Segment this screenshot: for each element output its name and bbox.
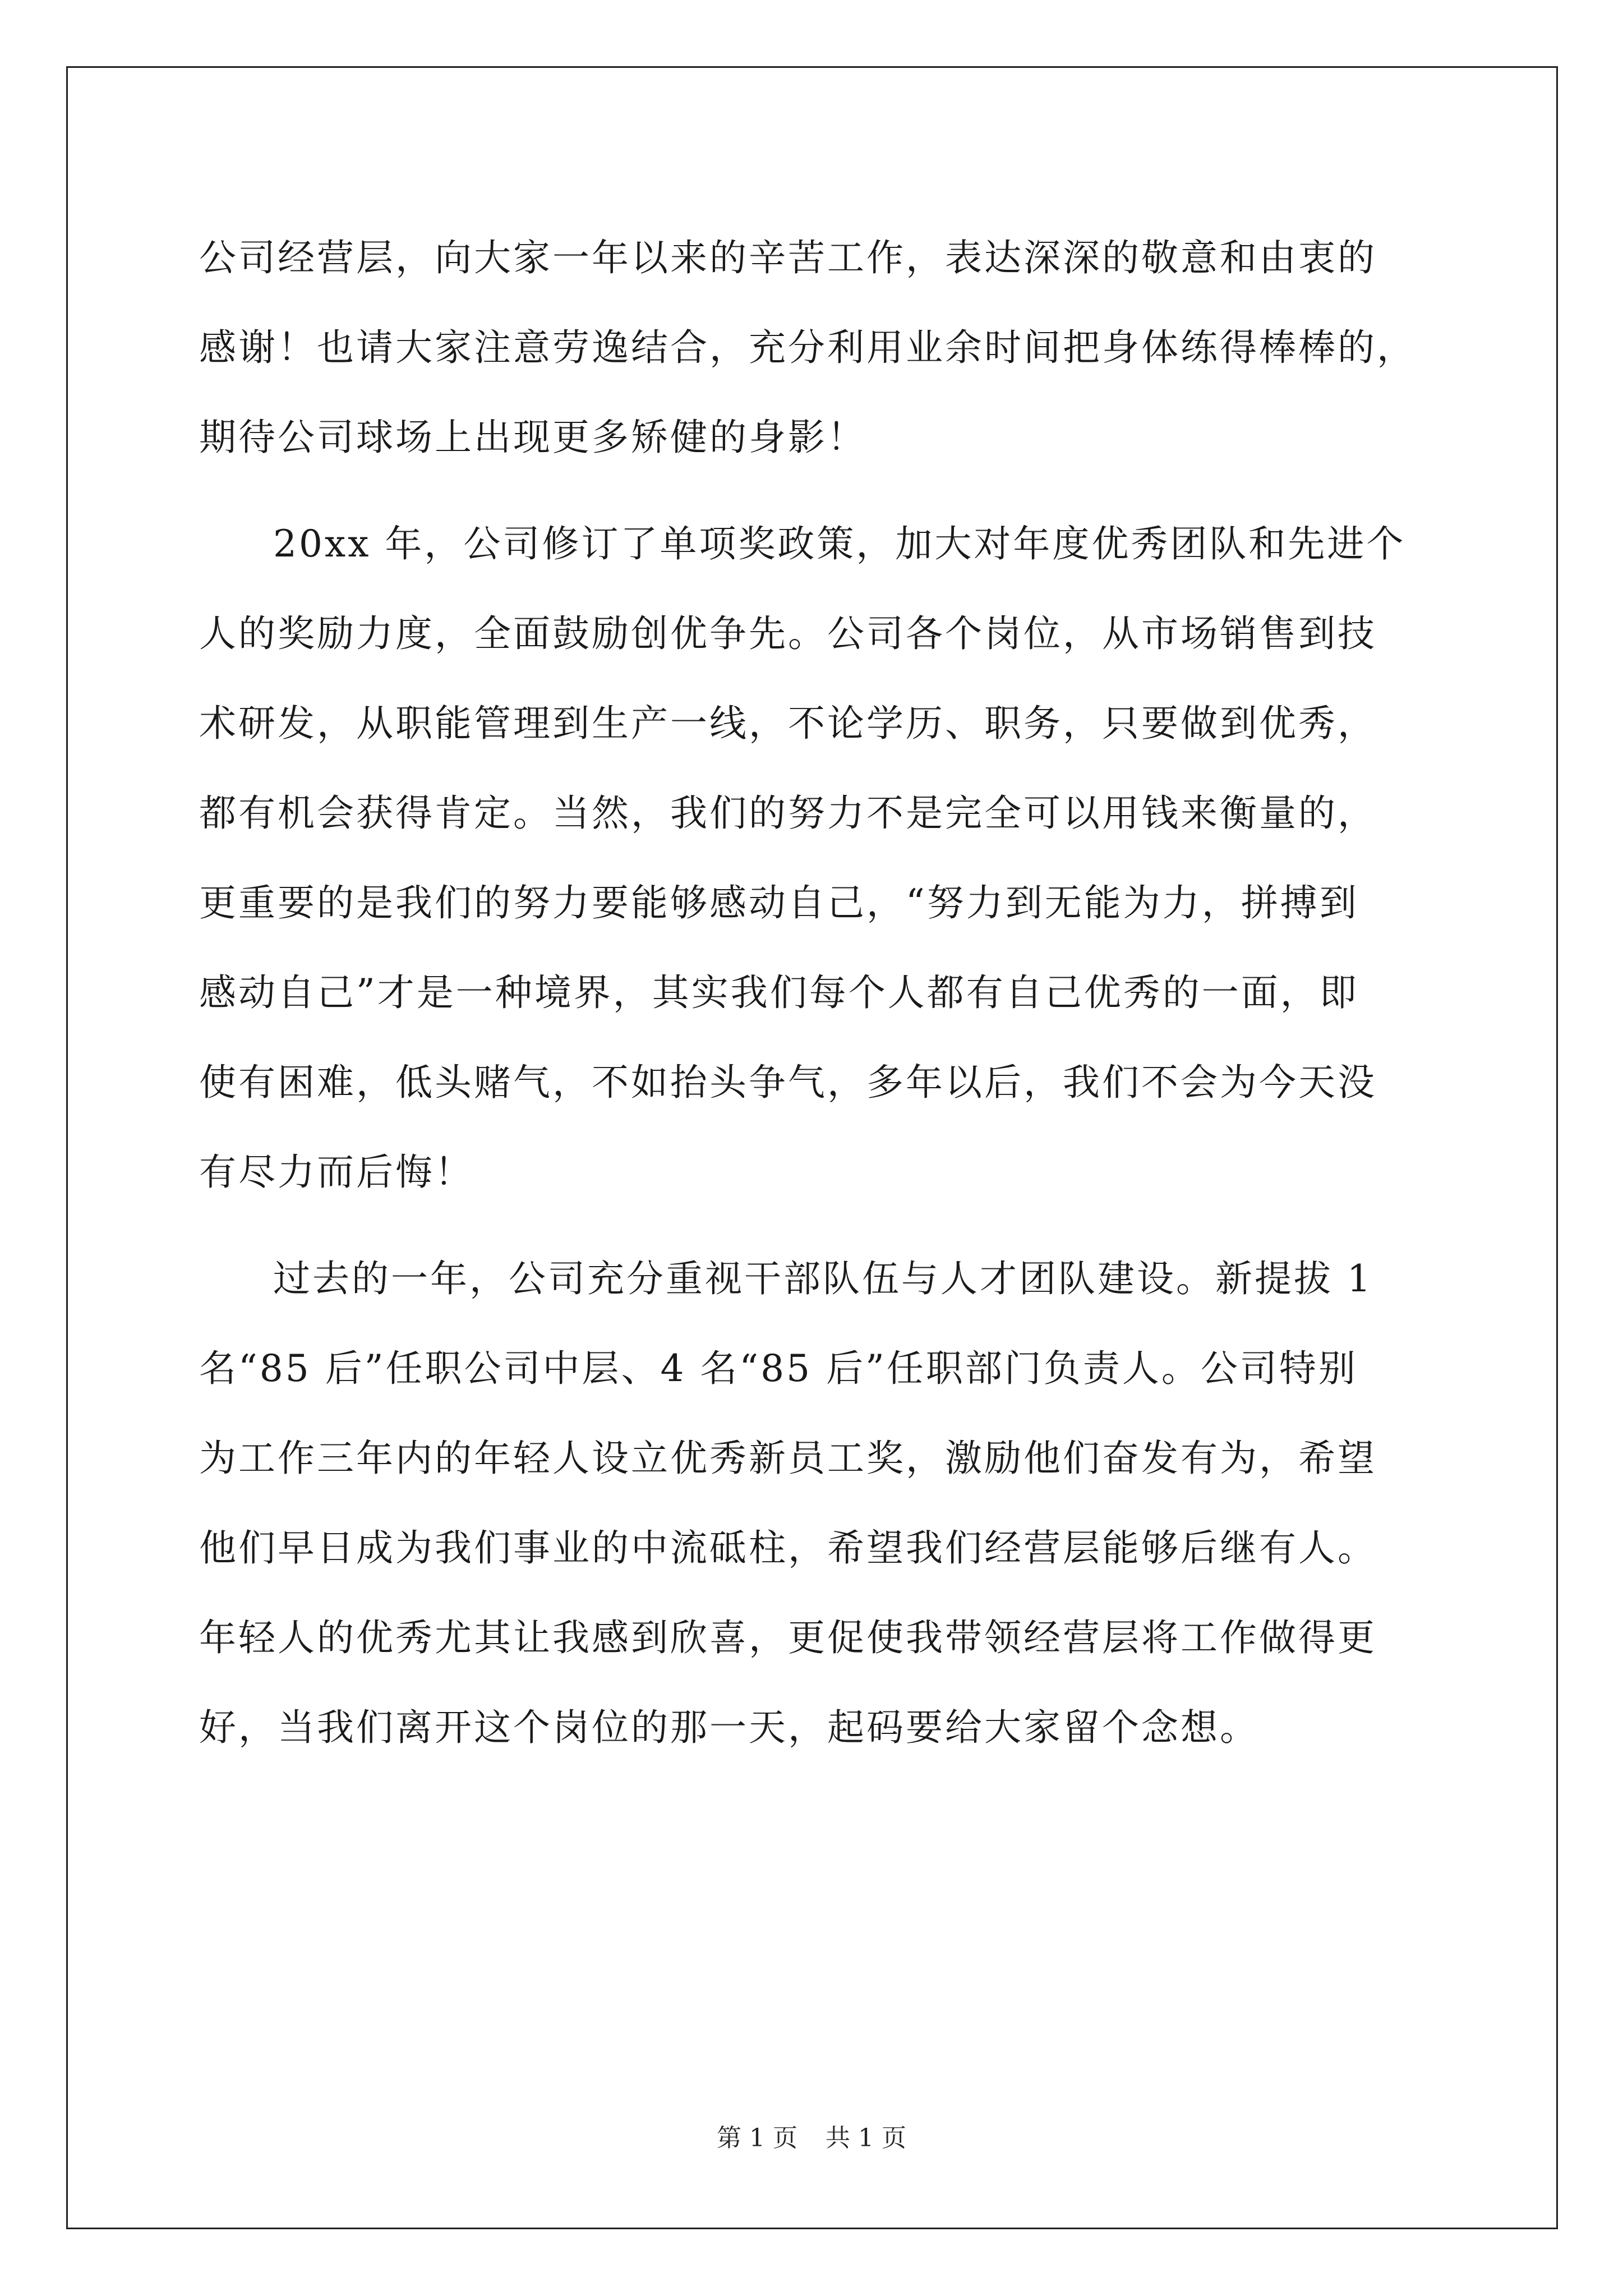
text-line: 过去的一年，公司充分重视干部队伍与人才团队建设。新提拔 1: [273, 1257, 1373, 1300]
paragraph-2: [199, 499, 1422, 1217]
text-line: 为工作三年内的年轻人设立优秀新员工奖，激励他们奋发有为，希望: [199, 1437, 1377, 1480]
paragraph-1: [199, 213, 1422, 482]
paragraph-3: [199, 1234, 1422, 1773]
text-line: 都有机会获得肯定。当然，我们的努力不是完全可以用钱来衡量的，: [199, 792, 1377, 835]
text-line: 术研发，从职能管理到生产一线，不论学历、职务，只要做到优秀，: [199, 702, 1377, 745]
page-footer: [0, 2118, 1623, 2154]
text-line: 有尽力而后悔！: [199, 1151, 474, 1194]
text-line: 人的奖励力度，全面鼓励创优争先。公司各个岗位，从市场销售到技: [199, 612, 1377, 655]
text-line: 更重要的是我们的努力要能够感动自己，“努力到无能为力，拼搏到: [199, 881, 1359, 924]
text-line: 感谢！也请大家注意劳逸结合，充分利用业余时间把身体练得棒棒的，: [199, 326, 1416, 369]
text-line: 20xx 年，公司修订了单项奖政策，加大对年度优秀团队和先进个: [273, 522, 1406, 565]
text-line: 名“85 后”任职公司中层、4 名“85 后”任职部门负责人。公司特别: [199, 1347, 1358, 1390]
page-number: 第 1 页: [717, 2124, 797, 2152]
text-line: 好，当我们离开这个岗位的那一天，起码要给大家留个念想。: [199, 1706, 1259, 1749]
page-total: 共 1 页: [826, 2124, 906, 2152]
document-body: [199, 213, 1422, 1773]
text-line: 感动自己”才是一种境界，其实我们每个人都有自己优秀的一面，即: [199, 971, 1359, 1014]
paragraph-gap: [199, 482, 1422, 499]
text-line: 年轻人的优秀尤其让我感到欣喜，更促使我带领经营层将工作做得更: [199, 1616, 1377, 1659]
paragraph-gap: [199, 1217, 1422, 1234]
text-line: 使有困难，低头赌气，不如抬头争气，多年以后，我们不会为今天没: [199, 1061, 1377, 1104]
text-line: 期待公司球场上出现更多矫健的身影！: [199, 416, 866, 459]
text-line: 他们早日成为我们事业的中流砥柱，希望我们经营层能够后继有人。: [199, 1526, 1377, 1570]
text-line: 公司经营层，向大家一年以来的辛苦工作，表达深深的敬意和由衷的: [199, 236, 1377, 279]
